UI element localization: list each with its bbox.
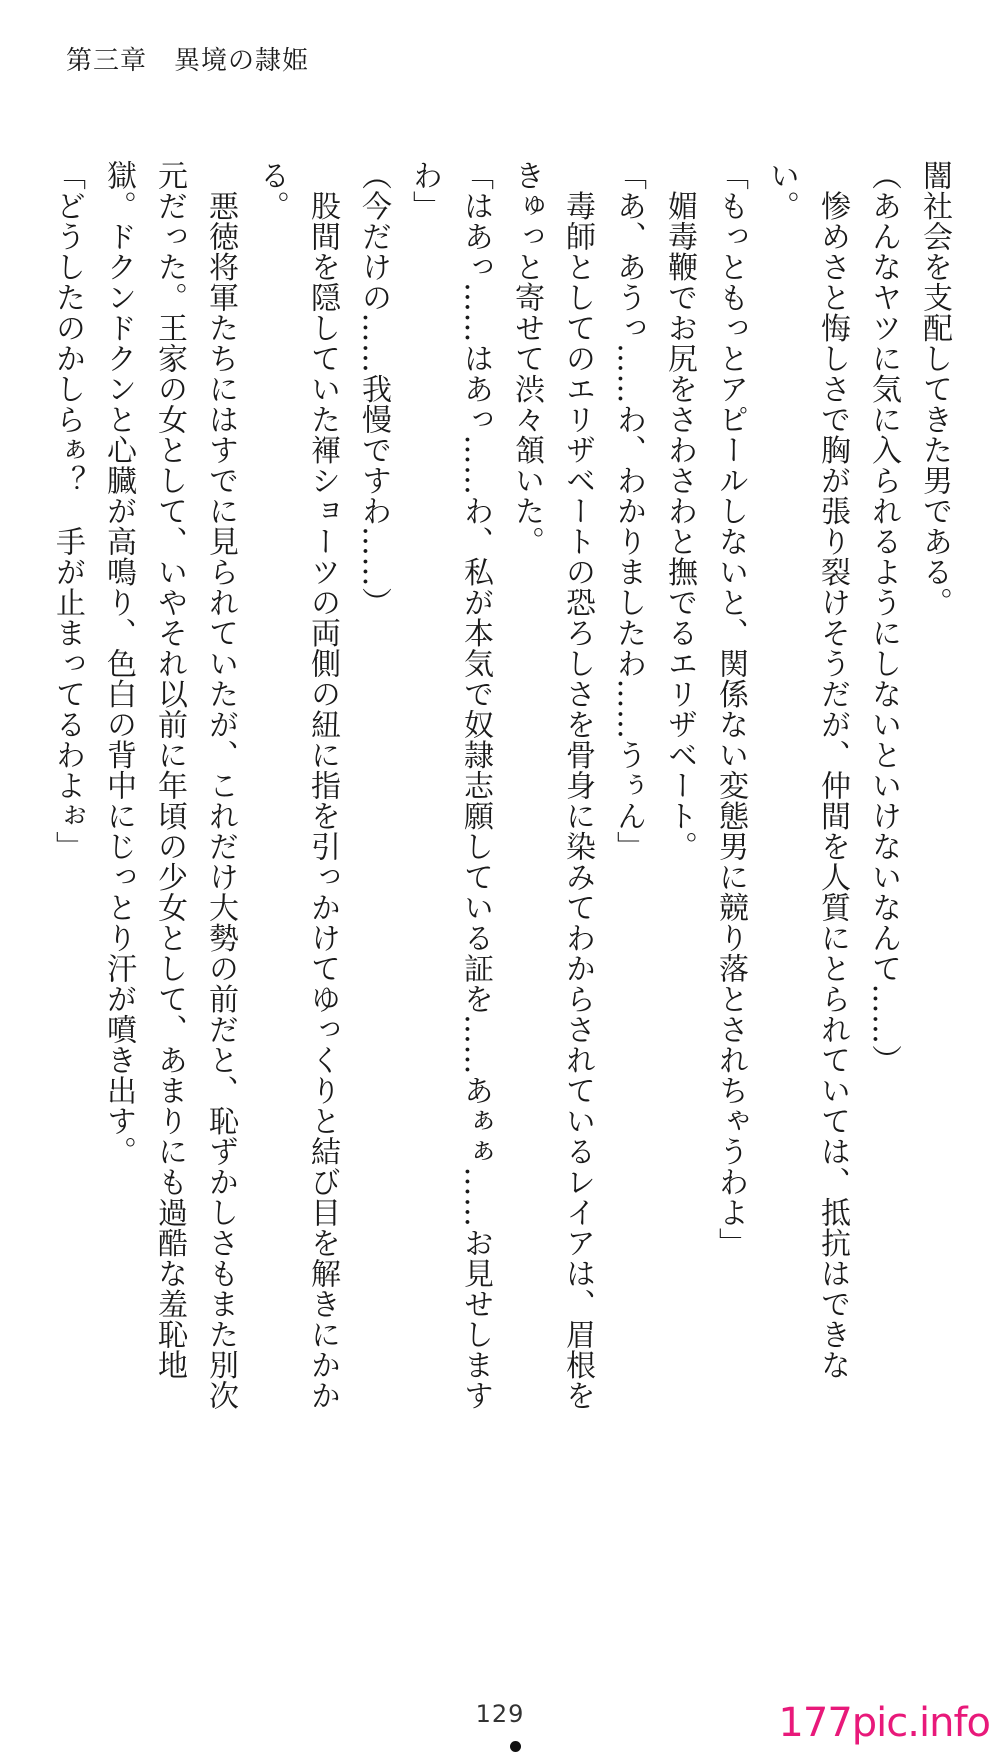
- site-watermark: 177pic.info: [778, 1700, 990, 1746]
- text-line: 毒師としてのエリザベートの恐ろしさを骨身に染みてわからされているレイアは、眉根をきゅっと寄せて渋々頷いた。: [509, 160, 595, 1411]
- text-line: （あんなヤツに気に入られるようにしないといけないなんて……）: [866, 160, 901, 1075]
- text-line: 股間を隠していた褌ショーツの両側の紐に指を引っかけてゆっくりと結び目を解きにかかる。: [254, 160, 340, 1411]
- page-number: 129: [475, 1700, 525, 1728]
- text-line: 「はあっ……はあっ……わ、私が本気で奴隷志願している証を……あぁぁ……お見せしますわ」: [407, 160, 493, 1411]
- page-marker-dot: [510, 1741, 521, 1752]
- text-line: 惨めさと悔しさで胸が張り裂けそうだが、仲間を人質にとられていては、抵抗はできない。: [764, 160, 850, 1380]
- text-line: 闇社会を支配してきた男である。: [917, 160, 952, 618]
- vertical-text-body: [40, 160, 960, 1440]
- text-line: （今だけの……我慢ですわ……）: [356, 160, 391, 618]
- text-line: 悪徳将軍たちにはすでに見られていたが、これだけ大勢の前だと、恥ずかしさもまた別次元だった。王家の女として、いやそれ以前に年頃の少女として、あまりにも過酷な羞恥地獄。ドクンドクンと心臓が高鳴り、色白の背中にじっとり汗が噴き出す。: [101, 160, 238, 1411]
- text-line: 「あ、あうっ……わ、わかりましたわ……うぅん」: [611, 160, 646, 862]
- text-line: 「どうしたのかしらぁ？ 手が止まってるわよぉ」: [50, 160, 85, 862]
- text-line: 「もっともっとアピールしないと、関係ない変態男に競り落とされちゃうわよ」: [713, 160, 748, 1258]
- text-line: 媚毒鞭でお尻をさわさわと撫でるエリザベート。: [662, 160, 697, 862]
- running-header: 第三章 異境の隷姫: [66, 46, 310, 76]
